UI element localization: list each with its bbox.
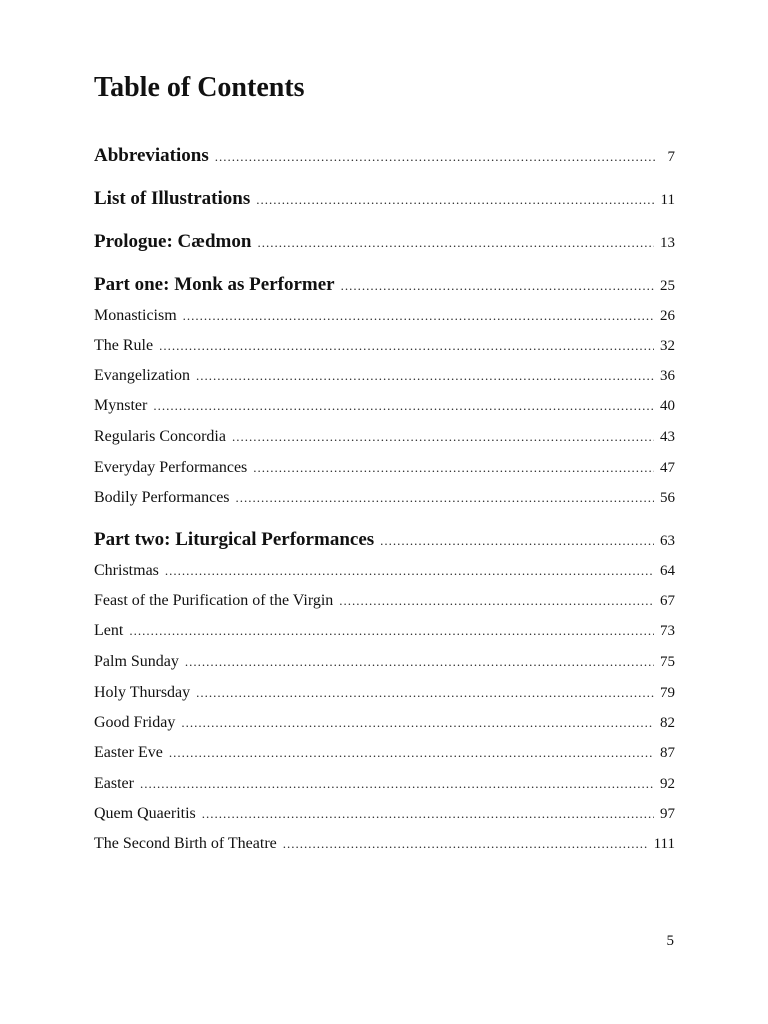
toc-entry-label: Everyday Performances	[94, 459, 248, 476]
dot-leader	[196, 368, 654, 384]
toc-entry-everyday-performances[interactable]	[94, 459, 675, 477]
toc-entry-page: 47	[660, 460, 675, 476]
toc-entry-holy-thursday[interactable]	[94, 684, 675, 702]
toc-entry-label: Easter Eve	[94, 744, 163, 761]
dot-leader	[140, 776, 654, 792]
toc-entry-quem-quaeritis[interactable]	[94, 805, 675, 823]
toc-entry-page: 43	[660, 429, 675, 445]
page-title: Table of Contents	[94, 72, 305, 103]
toc-entry-easter-eve[interactable]	[94, 744, 675, 762]
toc-entry-evangelization[interactable]	[94, 367, 675, 385]
dot-leader	[165, 563, 654, 579]
toc-entry-label: Mynster	[94, 397, 148, 414]
toc-entry-page: 75	[660, 654, 675, 670]
toc-entry-label: Lent	[94, 622, 124, 639]
toc-entry-part-two[interactable]	[94, 529, 675, 551]
toc-entry-label: Monasticism	[94, 307, 177, 324]
toc-entry-christmas[interactable]	[94, 562, 675, 580]
dot-leader	[283, 836, 648, 852]
toc-entry-label: The Rule	[94, 337, 154, 354]
toc-entry-abbreviations[interactable]	[94, 145, 675, 167]
toc-entry-page: 67	[660, 593, 675, 609]
toc-entry-regularis-concordia[interactable]	[94, 428, 675, 446]
toc-entry-page: 63	[660, 533, 675, 549]
dot-leader	[341, 278, 654, 294]
toc-entry-page: 97	[660, 806, 675, 822]
toc-entry-page: 40	[660, 398, 675, 414]
toc-entry-lent[interactable]	[94, 622, 675, 640]
toc-entry-label: List of Illustrations	[94, 188, 251, 209]
dot-leader	[159, 338, 654, 354]
toc-entry-label: Prologue: Cædmon	[94, 231, 252, 252]
toc-entry-label: Part two: Liturgical Performances	[94, 529, 375, 550]
toc-entry-page: 92	[660, 776, 675, 792]
dot-leader	[202, 806, 654, 822]
toc-entry-label: Evangelization	[94, 367, 190, 384]
dot-leader	[256, 192, 654, 208]
toc-entry-label: Feast of the Purification of the Virgin	[94, 592, 334, 609]
page-number: 5	[666, 933, 674, 949]
toc-entry-the-rule[interactable]	[94, 337, 675, 355]
toc-entry-palm-sunday[interactable]	[94, 653, 675, 671]
toc-entry-second-birth-of-theatre[interactable]	[94, 835, 675, 853]
toc-entry-mynster[interactable]	[94, 397, 675, 415]
dot-leader	[129, 623, 654, 639]
toc-entry-page: 7	[667, 149, 675, 165]
dot-leader	[196, 685, 654, 701]
dot-leader	[185, 654, 654, 670]
dot-leader	[253, 460, 654, 476]
toc-entry-page: 64	[660, 563, 675, 579]
dot-leader	[215, 149, 655, 165]
toc-entry-part-one[interactable]	[94, 274, 675, 296]
toc-entry-page: 111	[653, 836, 675, 852]
toc-entry-page: 32	[660, 338, 675, 354]
toc-entry-page: 73	[660, 623, 675, 639]
dot-leader	[153, 398, 654, 414]
toc-entry-label: Holy Thursday	[94, 684, 191, 701]
toc-entry-label: Abbreviations	[94, 145, 209, 166]
toc-entry-page: 36	[660, 368, 675, 384]
toc-entry-label: Christmas	[94, 562, 159, 579]
dot-leader	[183, 308, 654, 324]
dot-leader	[181, 715, 654, 731]
dot-leader	[236, 490, 654, 506]
toc-entry-good-friday[interactable]	[94, 714, 675, 732]
toc-entry-list-of-illustrations[interactable]	[94, 188, 675, 210]
toc-entry-label: Quem Quaeritis	[94, 805, 196, 822]
toc-entry-page: 11	[660, 192, 675, 208]
toc-entry-monasticism[interactable]	[94, 307, 675, 325]
toc-entry-easter[interactable]	[94, 775, 675, 793]
toc-entry-page: 79	[660, 685, 675, 701]
toc-entry-label: Bodily Performances	[94, 489, 230, 506]
toc-entry-page: 26	[660, 308, 675, 324]
toc-entry-label: Regularis Concordia	[94, 428, 226, 445]
toc-entry-label: Easter	[94, 775, 134, 792]
toc-entry-label: Good Friday	[94, 714, 176, 731]
toc-entry-label: The Second Birth of Theatre	[94, 835, 277, 852]
toc-entry-page: 56	[660, 490, 675, 506]
toc-entry-page: 13	[660, 235, 675, 251]
toc-entry-label: Part one: Monk as Performer	[94, 274, 335, 295]
toc-entry-page: 87	[660, 745, 675, 761]
toc-entry-page: 25	[660, 278, 675, 294]
toc-entry-bodily-performances[interactable]	[94, 489, 675, 507]
toc-entry-page: 82	[660, 715, 675, 731]
dot-leader	[339, 593, 654, 609]
dot-leader	[232, 429, 654, 445]
toc-entry-feast-of-purification[interactable]	[94, 592, 675, 610]
dot-leader	[257, 235, 654, 251]
dot-leader	[169, 745, 654, 761]
dot-leader	[380, 533, 654, 549]
toc-entry-prologue[interactable]	[94, 231, 675, 253]
toc-entry-label: Palm Sunday	[94, 653, 179, 670]
